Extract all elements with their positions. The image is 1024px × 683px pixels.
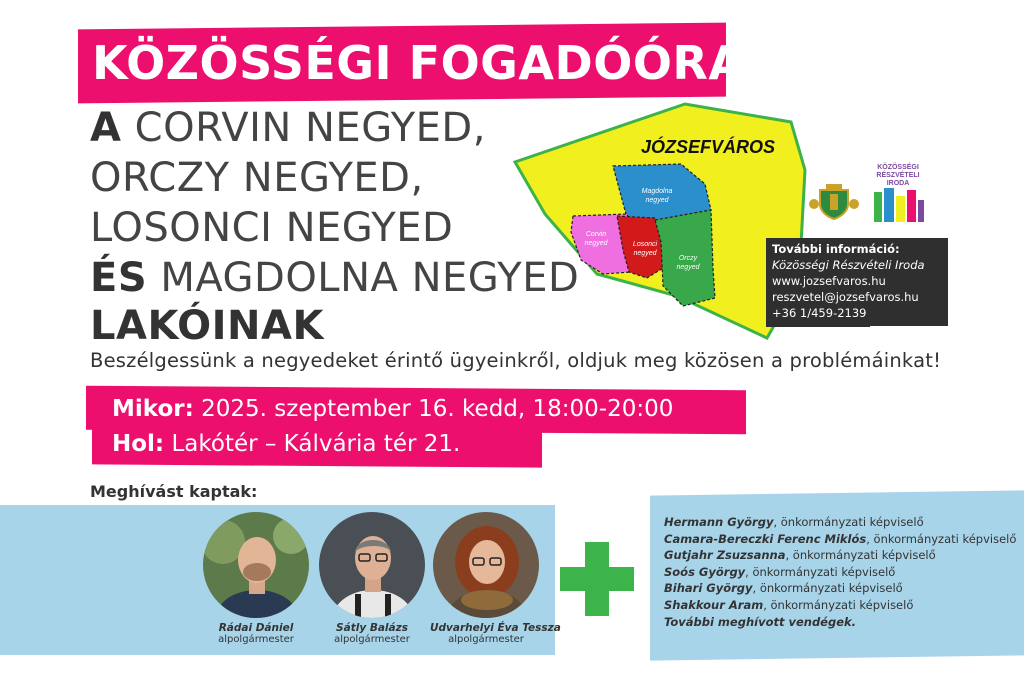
corvin-label-2: negyed	[584, 240, 608, 247]
person-name: Rádai Dániel	[218, 622, 294, 634]
info-box	[766, 238, 948, 326]
logo-line-2: RÉSZVÉTELI	[876, 172, 920, 179]
invited-heading: Meghívást kaptak:	[90, 482, 258, 501]
avatar	[319, 512, 425, 618]
logo-line-1: KÖZÖSSÉGI	[877, 164, 919, 171]
losonci-label-2: negyed	[633, 250, 657, 257]
avatar	[433, 512, 539, 618]
coat-of-arms-logo	[806, 182, 862, 222]
person-name: Udvarhelyi Éva Tessza	[430, 622, 561, 634]
list-item: Camara-Bereczki Ferenc Miklós, önkormányzati képviselő	[664, 531, 1017, 546]
headline-line-3: LOSONCI NEGYED	[90, 205, 454, 251]
orczy-label: Orczy	[678, 255, 698, 262]
headline-line-4: ÉS MAGDOLNA NEGYED	[90, 255, 580, 301]
avatar	[203, 512, 309, 618]
info-email[interactable]: reszvetel@jozsefvaros.hu	[772, 290, 919, 304]
headline-line-2: ORCZY NEGYED,	[90, 155, 424, 201]
losonci-label: Losonci	[632, 241, 658, 248]
plus-icon	[560, 542, 634, 616]
list-item: Soós György, önkormányzati képviselő	[664, 564, 896, 579]
subtitle: Beszélgessünk a negyedeket érintő ügyeinkről, oldjuk meg közösen a problémáinkat!	[90, 349, 942, 372]
info-title: További információ:	[772, 242, 900, 256]
logo-line-3: IRODA	[886, 180, 910, 187]
event-where: Hol: Lakótér – Kálvária tér 21.	[112, 431, 461, 457]
headline-line-5: LAKÓINAK	[90, 303, 324, 349]
magdolna-label-2: negyed	[645, 197, 669, 204]
person-role: alpolgármester	[448, 634, 524, 645]
corvin-label: Corvin	[585, 231, 607, 238]
orczy-label-2: negyed	[676, 264, 700, 271]
person-card-3	[430, 512, 561, 645]
headline-line-1: A CORVIN NEGYED,	[90, 105, 486, 151]
event-when: Mikor: 2025. szeptember 16. kedd, 18:00-20:00	[112, 396, 674, 422]
person-card-2	[316, 512, 428, 645]
person-card-1	[200, 512, 312, 645]
info-website[interactable]: www.jozsefvaros.hu	[772, 274, 886, 288]
list-item: Bihari György, önkormányzati képviselő	[664, 581, 903, 596]
community-office-logo	[868, 160, 928, 226]
magdolna-label: Magdolna	[641, 188, 673, 195]
map-title: JÓZSEFVÁROS	[641, 137, 776, 157]
person-role: alpolgármester	[218, 634, 294, 645]
person-name: Sátly Balázs	[336, 622, 408, 634]
list-item: Hermann György, önkormányzati képviselő	[664, 515, 924, 529]
page-title: KÖZÖSSÉGI FOGADÓÓRA	[92, 36, 745, 90]
list-item: Gutjahr Zsuzsanna, önkormányzati képviselő	[664, 548, 936, 563]
info-phone: +36 1/459-2139	[772, 306, 867, 320]
person-role: alpolgármester	[334, 634, 410, 645]
list-item: Shakkour Aram, önkormányzati képviselő	[664, 597, 914, 612]
info-office: Közösségi Részvételi Iroda	[772, 258, 925, 272]
more-guests: További meghívott vendégek.	[664, 614, 857, 629]
guest-list	[664, 514, 1016, 630]
